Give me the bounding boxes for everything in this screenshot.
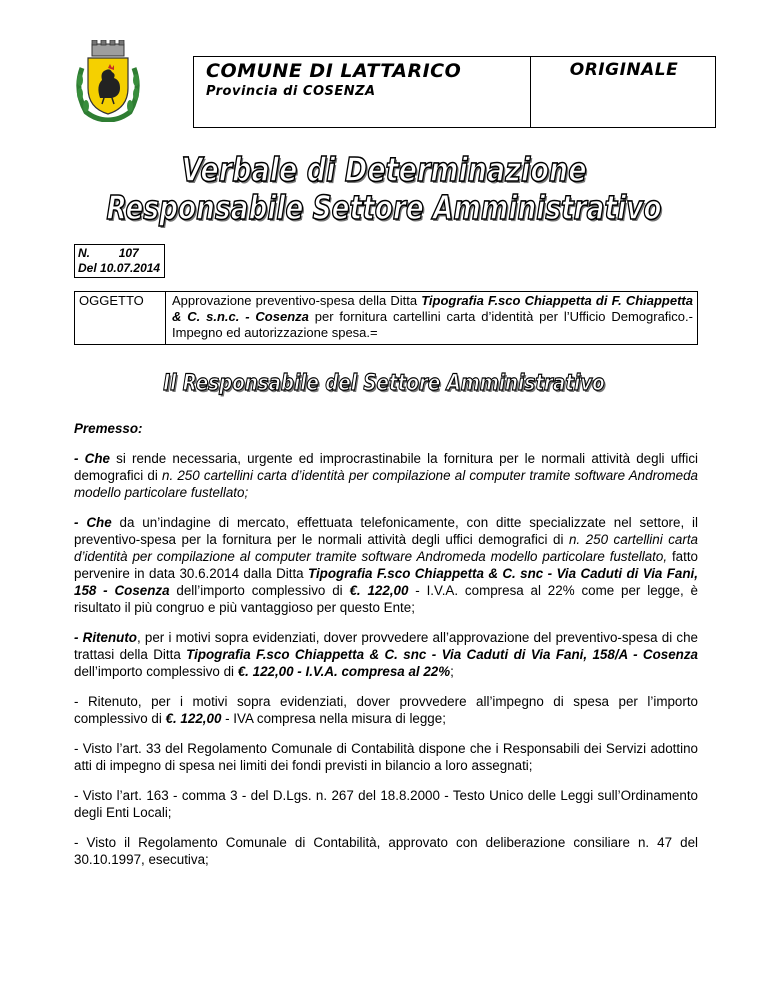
document-title: Verbale di Determinazione (181, 150, 587, 189)
premesso-heading: Premesso: (74, 421, 143, 436)
paragraph-7: - Visto il Regolamento Comunale di Contabilità, approvato con deliberazione consiliare n. 47 del 30.10.1997, esecutiva; (74, 835, 698, 867)
subject-label: OGGETTO (74, 291, 166, 345)
number-value: 107 (118, 246, 139, 260)
text-run: - Che (74, 451, 110, 466)
date-label: Del (78, 261, 97, 275)
document-status: ORIGINALE (569, 60, 679, 80)
text-run: €. 122,00 (165, 711, 222, 726)
subject-company: Tipografia F.sco Chiappetta di F. Chiappetta & C. s.n.c. - Cosenza (172, 293, 693, 324)
text-run: ; (450, 664, 454, 679)
text-run: Tipografia F.sco Chiappetta & C. snc - Via Caduti di Via Fani, 158/A - Cosenza (186, 647, 699, 662)
determination-number-box (74, 244, 165, 278)
text-run: - Ritenuto (74, 630, 137, 645)
section-title: Il Responsabile del Settore Amministrativo (163, 371, 605, 396)
province-name: Provincia di COSENZA (206, 84, 376, 99)
text-run: - Ritenuto, per i motivi sopra evidenziati, dover provvedere all’impegno di spesa per l’importo complessivo di (74, 694, 698, 726)
subject-part: Approvazione preventivo-spesa della Ditta (172, 293, 422, 308)
header-box (193, 56, 716, 128)
text-run: n. 250 cartellini carta d’identità per compilazione al computer tramite software Andromeda modello particolare fustellato, (74, 532, 698, 564)
document-subtitle: Responsabile Settore Amministrativo (106, 188, 662, 227)
text-run: Tipografia F.sco Chiappetta & C. snc - Via Caduti di Via Fani, 158 - Cosenza (74, 566, 698, 598)
paragraph-4 (74, 693, 698, 727)
subject-part: per fornitura cartellini carta d’identità per l’Ufficio Demografico.- Impegno ed autorizzazione spesa.= (172, 309, 693, 340)
subject-text (166, 291, 698, 345)
text-run: dell’importo complessivo di (74, 664, 238, 679)
paragraph-5: - Visto l’art. 33 del Regolamento Comunale di Contabilità dispone che i Responsabili dei Servizi adottino atti di impegno di spesa nei limiti dei fondi previsti in bilancio a loro assegnati; (74, 741, 698, 773)
text-run: - Che (74, 515, 112, 530)
document-body (74, 420, 698, 881)
text-run: €. 122,00 - I.V.A. compresa al 22% (237, 664, 451, 679)
paragraph-3 (74, 629, 698, 680)
municipality-name: COMUNE DI LATTARICO (206, 60, 462, 82)
text-run: fatto pervenire in data 30.6.2014 dalla Ditta (74, 549, 699, 581)
coat-of-arms-icon (72, 40, 144, 122)
date-value: 10.07.2014 (100, 261, 161, 275)
text-run: €. 122,00 (349, 583, 409, 598)
text-run: - I.V.A. compresa al 22% come per legge, è risultato il più congruo e più vantaggioso per questo Ente; (74, 583, 698, 615)
text-run: , per i motivi sopra evidenziati, dover provvedere all’approvazione del preventivo-spesa di che trattasi della Ditta (74, 630, 698, 662)
text-run: dell’importo complessivo di (169, 583, 350, 598)
paragraph-6: - Visto l’art. 163 - comma 3 - del D.Lgs. n. 267 del 18.8.2000 - Testo Unico delle Leggi sull’Ordinamento degli Enti Locali; (74, 788, 698, 820)
header-municipality (194, 57, 531, 127)
text-run: - IVA compresa nella misura di legge; (221, 711, 446, 726)
paragraph-1 (74, 450, 698, 501)
number-label: N. (78, 246, 90, 260)
text-run: n. 250 cartellini carta d’identità per compilazione al computer tramite software Andromeda modello particolare fustellato; (74, 468, 698, 500)
text-run: si rende necessaria, urgente ed improcrastinabile la fornitura per le normali attività degli uffici demografici di (74, 451, 699, 483)
paragraph-2 (74, 514, 698, 616)
text-run: da un’indagine di mercato, effettuata telefonicamente, con ditte specializzate nel settore, il preventivo-spesa per la fornitura per le normali attività degli uffici demografici di (74, 515, 698, 547)
